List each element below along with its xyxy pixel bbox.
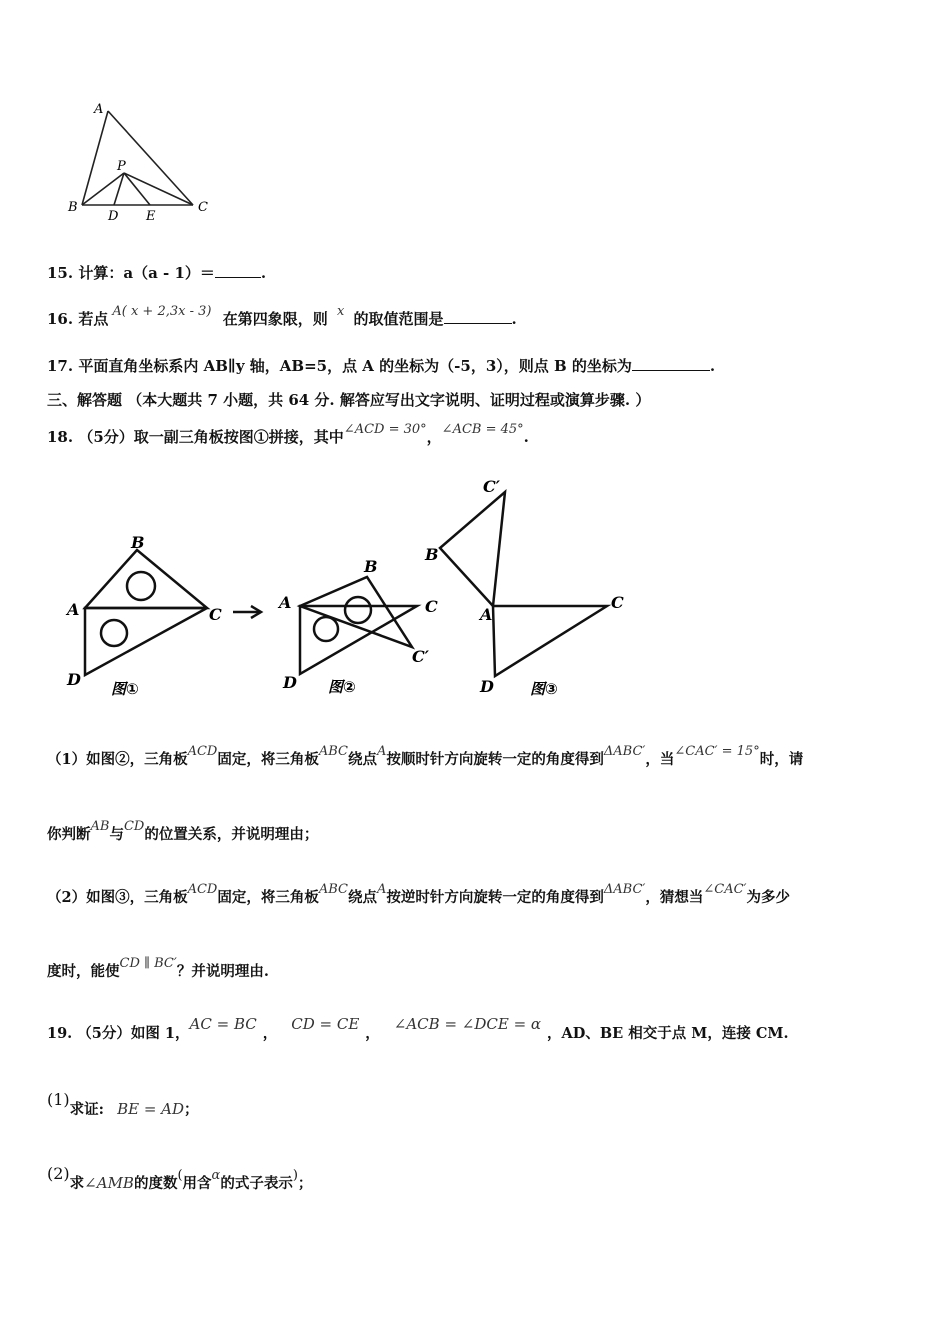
f3-caption: 图③: [530, 680, 558, 698]
q18-1-angle: ∠CAC′ = 15°: [674, 744, 760, 759]
q19-text-b: ，AD、BE 相交于点 M，连接 CM.: [547, 1025, 789, 1042]
q19-2-angle: ∠AMB: [84, 1174, 134, 1192]
f2-label-a: A: [279, 593, 292, 612]
q18-1-text-b: 固定，将三角板: [217, 751, 319, 768]
q16-blank: [444, 309, 512, 324]
q18-2-text-d: 按逆时针方向旋转一定的角度得到: [386, 889, 604, 906]
q19-2-number: (2): [47, 1164, 70, 1183]
q16-point-math: A( x + 2,3x - 3): [112, 304, 212, 319]
q19-eq-angles: ∠ACB = ∠DCE = α: [393, 1015, 542, 1033]
triangle-figure-abc-p: [60, 95, 220, 225]
q19-part-2: [47, 1164, 313, 1193]
figure-18-triangles: [55, 470, 655, 710]
q19-2-text-a: 求: [69, 1175, 85, 1192]
q16-mid: 在第四象限，则: [222, 310, 328, 328]
q18-1-abc: ABC: [318, 744, 348, 759]
q18-sep: ，: [426, 428, 442, 446]
q18-2-a: A: [377, 882, 387, 897]
label-d: D: [108, 209, 119, 224]
f2-label-c: C: [425, 597, 438, 616]
q18-2-text-a: （2）如图③，三角板: [47, 889, 188, 906]
q19-1-end: ；: [184, 1101, 199, 1118]
q19-1-eq: BE = AD: [117, 1100, 185, 1118]
q18-text: （5分）取一副三角板按图①拼接，其中: [78, 428, 344, 446]
question-17: [47, 355, 715, 376]
q19-eq-ac-bc: AC = BC: [189, 1015, 257, 1033]
q18-part-1-line-2: [47, 819, 319, 844]
q18-2-text-h: ？并说明理由.: [176, 963, 269, 980]
q18-2-angle: ∠CAC′: [703, 882, 747, 897]
q16-number: 16.: [47, 310, 74, 328]
f2-label-cprime: C′: [412, 647, 429, 666]
q16-post: 的取值范围是: [353, 310, 444, 328]
q18-end: .: [523, 428, 529, 446]
f1-label-a: A: [67, 600, 80, 619]
f3-label-d: D: [480, 677, 494, 696]
f1-label-b: B: [131, 533, 145, 552]
q19-2-rparen: ): [292, 1168, 298, 1183]
label-b: B: [68, 200, 78, 215]
q18-2-acd: ACD: [187, 882, 218, 897]
q18-2-text-f: 为多少: [746, 889, 791, 906]
q17-text: 平面直角坐标系内 AB∥y 轴，AB=5，点 A 的坐标为（-5，3），则点 B 的坐标为: [78, 357, 632, 375]
q18-1-text-h: 与: [109, 826, 124, 843]
q17-blank: [632, 356, 710, 371]
q18-1-text-f: 时，请: [759, 751, 804, 768]
q18-1-text-e: ，当: [645, 751, 675, 768]
f1-label-d: D: [67, 670, 81, 689]
f1-caption: 图①: [111, 680, 139, 698]
question-15: [47, 262, 266, 283]
q18-number: 18.: [47, 428, 74, 446]
q19-2-text-d: 的式子表示: [220, 1175, 293, 1192]
label-p: P: [117, 159, 126, 174]
q19-comma-1: ，: [262, 1025, 278, 1042]
q15-text: 计算：a（a - 1）＝: [78, 264, 215, 282]
q18-part-1-line-1: [47, 744, 804, 769]
q17-end: .: [709, 357, 716, 375]
q16-end: .: [511, 310, 517, 328]
q18-1-text-d: 按顺时针方向旋转一定的角度得到: [386, 751, 604, 768]
q19-1-text: 求证:: [69, 1101, 105, 1118]
q18-2-abc: ABC: [318, 882, 348, 897]
section-3-text: 三、解答题 （本大题共 7 小题，共 64 分. 解答应写出文字说明、证明过程或演算步骤. ）: [47, 391, 651, 409]
q19-2-text-c: 用含: [182, 1175, 212, 1192]
label-c: C: [198, 200, 208, 215]
q18-2-text-e: ，猜想当: [645, 889, 704, 906]
q18-1-ab: AB: [90, 819, 110, 834]
q19-2-text-b: 的度数: [133, 1175, 178, 1192]
q19-1-number: (1): [47, 1090, 70, 1109]
q19-number: 19.: [47, 1025, 73, 1042]
q18-angle-acb: ∠ACB = 45°: [441, 422, 524, 437]
label-e: E: [146, 209, 156, 224]
q16-pre: 若点: [78, 310, 109, 328]
q18-angle-acd: ∠ACD = 30°: [343, 422, 427, 437]
f2-label-d: D: [283, 673, 297, 692]
q19-2-alpha: α: [211, 1168, 221, 1183]
q18-part-2-line-1: [47, 882, 791, 907]
q15-number: 15.: [47, 264, 74, 282]
question-16: [47, 304, 517, 329]
question-18: [47, 422, 529, 447]
q19-part-1: [47, 1090, 199, 1119]
q18-1-tri: ΔABC′: [603, 744, 646, 759]
q19-comma-2: ，: [365, 1025, 380, 1042]
q18-1-text-g: 你判断: [47, 826, 91, 843]
section-3-heading: [47, 389, 650, 410]
q18-2-text-b: 固定，将三角板: [217, 889, 319, 906]
q19-eq-cd-ce: CD = CE: [291, 1015, 360, 1033]
q18-1-acd: ACD: [187, 744, 218, 759]
f2-label-b: B: [364, 557, 378, 576]
q18-1-cd: CD: [123, 819, 145, 834]
f3-label-a: A: [480, 605, 493, 624]
question-19: [47, 1015, 789, 1043]
q18-2-text-c: 绕点: [348, 889, 377, 906]
q18-2-text-g: 度时，能使: [47, 963, 120, 980]
q18-1-text-a: （1）如图②，三角板: [47, 751, 188, 768]
q19-2-lparen: (: [177, 1168, 183, 1183]
f3-label-c: C: [611, 593, 624, 612]
q15-blank: [215, 263, 261, 278]
q16-var: x: [336, 304, 345, 319]
q18-1-text-i: 的位置关系，并说明理由；: [144, 826, 319, 843]
q17-number: 17.: [47, 357, 74, 375]
q19-2-end: ；: [297, 1175, 313, 1192]
q18-2-parallel: CD ∥ BC′: [119, 956, 177, 971]
q15-end: .: [260, 264, 267, 282]
f1-label-c: C: [209, 605, 222, 624]
q18-1-text-c: 绕点: [348, 751, 377, 768]
f2-caption: 图②: [328, 678, 356, 696]
q18-2-tri: ΔABC′: [603, 882, 646, 897]
f3-label-cprime: C′: [483, 477, 500, 496]
q18-1-a: A: [377, 744, 387, 759]
q19-text-a: （5分）如图 1，: [77, 1025, 190, 1042]
f3-label-b: B: [425, 545, 439, 564]
label-a: A: [94, 102, 104, 117]
q18-part-2-line-2: [47, 956, 269, 981]
